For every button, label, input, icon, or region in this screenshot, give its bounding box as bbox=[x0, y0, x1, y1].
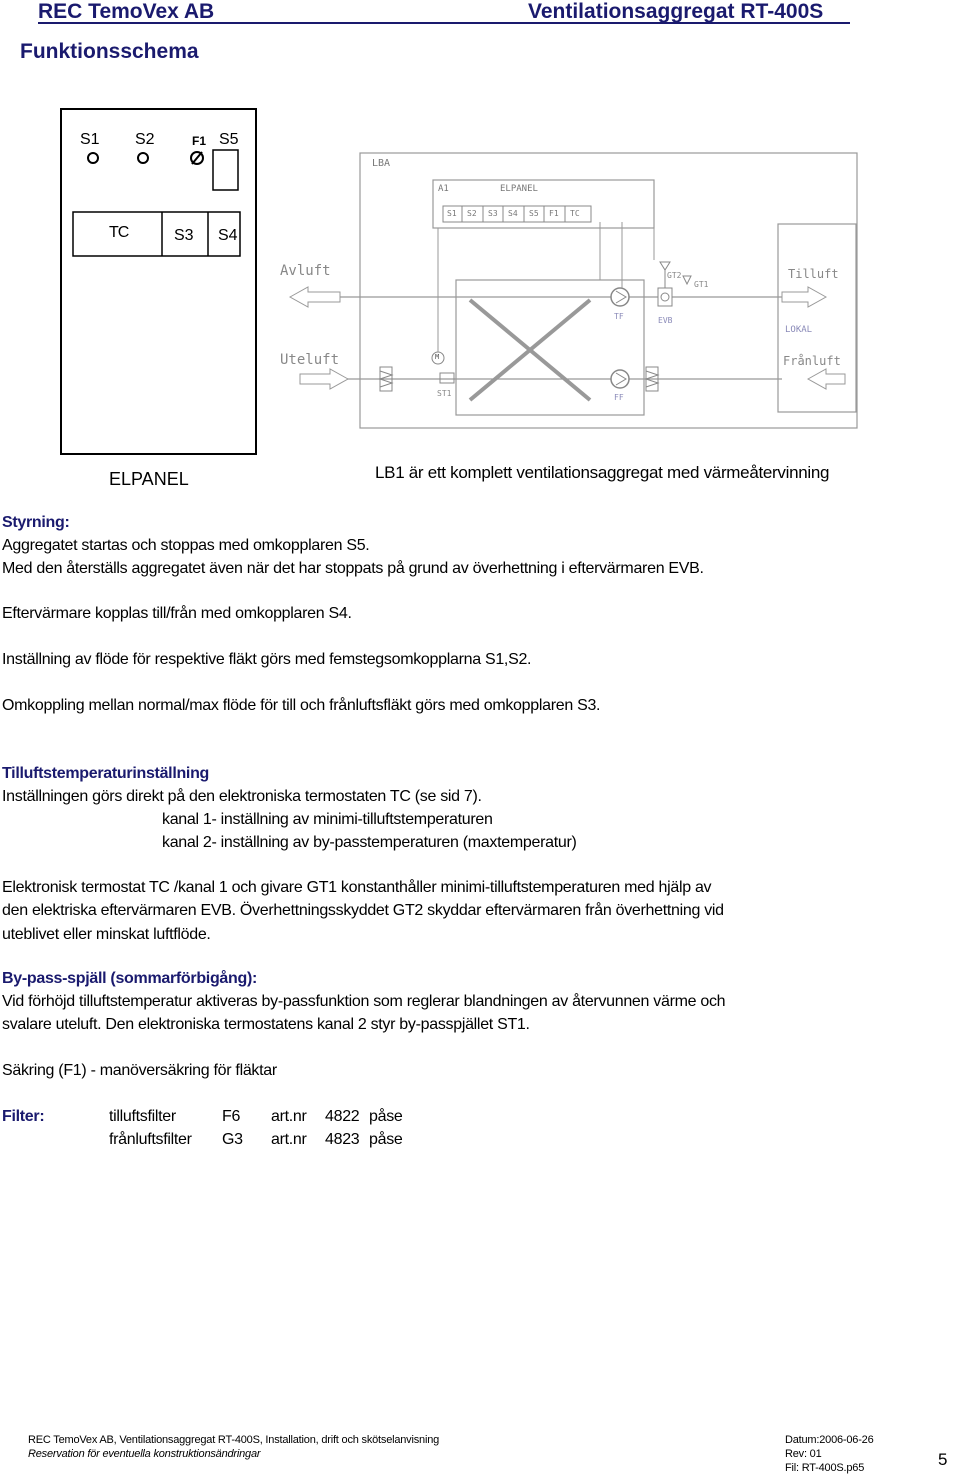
header-product: Ventilationsaggregat RT-400S bbox=[528, 0, 824, 23]
label-tf: TF bbox=[614, 312, 624, 321]
function-diagram bbox=[0, 0, 960, 500]
switch-s1-icon bbox=[88, 153, 98, 163]
damper-st1-icon bbox=[440, 373, 454, 383]
terminal-s5: S5 bbox=[529, 209, 539, 218]
terminal-s2: S2 bbox=[467, 209, 477, 218]
avluft-arrow-icon bbox=[290, 287, 340, 307]
tilluft-para-2: den elektriska eftervärmaren EVB. Överhettningsskyddet GT2 skyddar eftervärmaren från överhettning vid bbox=[2, 902, 724, 919]
label-motor: M bbox=[435, 353, 440, 361]
footer-datum: Datum:2006-06-26 bbox=[785, 1434, 874, 1446]
label-tilluft: Tilluft bbox=[788, 267, 839, 281]
tilluft-arrow-icon bbox=[782, 287, 826, 307]
panel-label-f1: F1 bbox=[192, 134, 207, 148]
styrning-heading: Styrning: bbox=[2, 514, 70, 531]
filter-row-2-nr: 4823 bbox=[325, 1131, 360, 1148]
styrning-line-5: Omkoppling mellan normal/max flöde för till och frånluftsfläkt görs med omkopplaren S3. bbox=[2, 697, 601, 714]
filter-row-1-name: tilluftsfilter bbox=[109, 1108, 176, 1125]
panel-label-s2: S2 bbox=[135, 131, 155, 148]
heater-evb-icon bbox=[658, 288, 672, 306]
diagram-caption: LB1 är ett komplett ventilationsaggregat med värmeåtervinning bbox=[375, 463, 830, 482]
label-evb: EVB bbox=[658, 316, 673, 325]
page-number: 5 bbox=[938, 1450, 948, 1469]
filter-row-1-nr: 4822 bbox=[325, 1108, 360, 1125]
bypass-heading: By-pass-spjäll (sommarförbigång): bbox=[2, 970, 258, 987]
tilluft-line-2: kanal 1- inställning av minimi-tilluftstemperaturen bbox=[162, 811, 493, 828]
footer-line-2: Reservation för eventuella konstruktionsändringar bbox=[28, 1448, 261, 1460]
filter-row-1-art: art.nr bbox=[271, 1108, 307, 1125]
tilluft-line-3: kanal 2- inställning av by-passtemperaturen (maxtemperatur) bbox=[162, 834, 577, 851]
styrning-line-1: Aggregatet startas och stoppas med omkopplaren S5. bbox=[2, 537, 370, 554]
styrning-line-4: Inställning av flöde för respektive fläkt görs med femstegsomkopplarna S1,S2. bbox=[2, 651, 532, 668]
label-ff: FF bbox=[614, 393, 624, 402]
tilluft-para-3: uteblivet eller minskat luftflöde. bbox=[2, 926, 211, 943]
footer-line-1: REC TemoVex AB, Ventilationsaggregat RT-400S, Installation, drift och skötselanvisning bbox=[28, 1434, 440, 1446]
styrning-line-2: Med den återställs aggregatet även när det har stoppats på grund av överhettning i eftervärmaren EVB. bbox=[2, 560, 704, 577]
uteluft-arrow-icon bbox=[300, 369, 348, 389]
footer-rev: Rev: 01 bbox=[785, 1448, 822, 1460]
a1-elpanel-label: ELPANEL bbox=[500, 184, 538, 194]
label-lokal: LOKAL bbox=[785, 325, 813, 335]
terminal-s3: S3 bbox=[488, 209, 498, 218]
filter-row-2-name: frånluftsfilter bbox=[109, 1131, 192, 1148]
control-box bbox=[73, 212, 240, 256]
box-label-s3: S3 bbox=[174, 227, 194, 244]
filter-row-2-unit: påse bbox=[369, 1131, 403, 1148]
filter-row-1-class: F6 bbox=[222, 1108, 241, 1125]
tilluft-line-1: Inställningen görs direkt på den elektroniska termostaten TC (se sid 7). bbox=[2, 788, 482, 805]
panel-label-s1: S1 bbox=[80, 131, 100, 148]
label-avluft: Avluft bbox=[280, 263, 331, 279]
franluft-arrow-icon bbox=[808, 369, 845, 389]
filter-row-2-art: art.nr bbox=[271, 1131, 307, 1148]
terminal-f1: F1 bbox=[549, 209, 559, 218]
elpanel-caption: ELPANEL bbox=[109, 469, 189, 489]
footer-fil: Fil: RT-400S.p65 bbox=[785, 1462, 865, 1474]
sakring-line: Säkring (F1) - manöversäkring för fläktar bbox=[2, 1062, 277, 1079]
lba-label: LBA bbox=[372, 158, 391, 169]
styrning-line-3: Eftervärmare kopplas till/från med omkopplaren S4. bbox=[2, 605, 352, 622]
label-gt1: GT1 bbox=[694, 280, 709, 289]
tilluft-heading: Tilluftstemperaturinställning bbox=[2, 765, 210, 782]
label-gt2: GT2 bbox=[667, 271, 682, 280]
switch-s5-icon bbox=[213, 150, 238, 190]
terminal-tc: TC bbox=[570, 209, 580, 218]
section-title: Funktionsschema bbox=[20, 40, 199, 63]
sensor-gt1-icon bbox=[683, 276, 691, 284]
box-label-s4: S4 bbox=[218, 227, 238, 244]
panel-label-s5: S5 bbox=[219, 131, 239, 148]
terminal-s4: S4 bbox=[508, 209, 518, 218]
label-uteluft: Uteluft bbox=[280, 352, 340, 368]
elpanel-frame bbox=[61, 109, 256, 454]
tilluft-para-1: Elektronisk termostat TC /kanal 1 och givare GT1 konstanthåller minimi-tilluftstemperaturen med hjälp av bbox=[2, 879, 712, 896]
header-company: REC TemoVex AB bbox=[38, 0, 215, 23]
sensor-gt2-icon bbox=[660, 262, 670, 270]
lba-frame bbox=[360, 153, 857, 428]
a1-label: A1 bbox=[438, 184, 449, 194]
terminal-s1: S1 bbox=[447, 209, 457, 218]
switch-s2-icon bbox=[138, 153, 148, 163]
filter-row-2-class: G3 bbox=[222, 1131, 243, 1148]
label-st1: ST1 bbox=[437, 389, 452, 398]
bypass-line-2: svalare uteluft. Den elektroniska termostatens kanal 2 styr by-passpjället ST1. bbox=[2, 1016, 530, 1033]
label-franluft: Frånluft bbox=[783, 354, 841, 368]
bypass-line-1: Vid förhöjd tilluftstemperatur aktiveras by-passfunktion som reglerar blandningen av återvunnen värme och bbox=[2, 993, 726, 1010]
filter-row-1-unit: påse bbox=[369, 1108, 403, 1125]
filter-heading: Filter: bbox=[2, 1108, 45, 1125]
box-label-tc: TC bbox=[109, 224, 129, 241]
